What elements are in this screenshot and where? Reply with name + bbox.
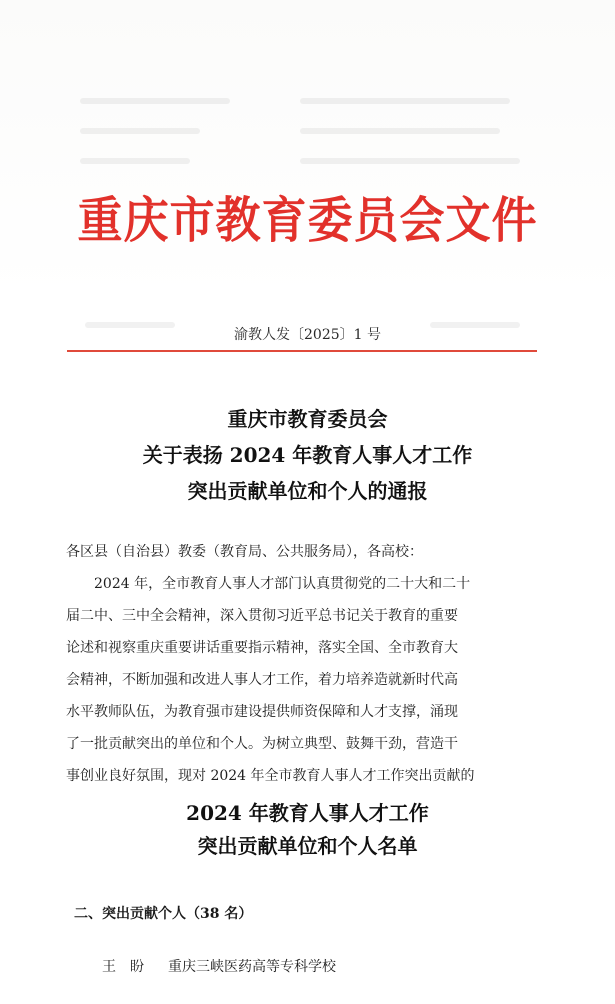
paragraph-line: 论述和视察重庆重要讲话重要指示精神，落实全国、全市教育大	[66, 640, 458, 656]
bleed-through-mark	[300, 128, 500, 134]
paragraph-line: 事创业良好氛围，现对 2024 年全市教育人事人才工作突出贡献的	[66, 768, 475, 784]
section-heading: 二、突出贡献个人（38 名）	[74, 906, 253, 922]
bleed-through-mark	[80, 158, 190, 164]
document-number: 渝教人发〔2025〕1 号	[234, 327, 381, 343]
bleed-through-mark	[80, 98, 230, 104]
document-title-line-2: 关于表扬 2024 年教育人事人才工作	[142, 443, 473, 467]
bleed-through-mark	[300, 158, 520, 164]
list-title-line-1: 2024 年教育人事人才工作	[186, 801, 429, 825]
document-title-line-1: 重庆市教育委员会	[227, 407, 388, 431]
list-item-organization: 重庆三峡医药高等专科学校	[168, 959, 336, 975]
bleed-through-mark	[300, 98, 510, 104]
document-title-line-3: 突出贡献单位和个人的通报	[187, 479, 428, 503]
paragraph-line: 了一批贡献突出的单位和个人。为树立典型、鼓舞干劲，营造干	[66, 736, 458, 752]
list-item-name: 王 盼	[102, 959, 144, 975]
paragraph-line: 届二中、三中全会精神，深入贯彻习近平总书记关于教育的重要	[66, 608, 458, 624]
document-masthead: 重庆市教育委员会文件	[77, 191, 538, 250]
paragraph-line: 水平教师队伍，为教育强市建设提供师资保障和人才支撑，涌现	[66, 704, 458, 720]
paragraph-line: 会精神，不断加强和改进人事人才工作，着力培养造就新时代高	[66, 672, 458, 688]
salutation: 各区县（自治县）教委（教育局、公共服务局），各高校：	[66, 544, 423, 560]
red-divider-line	[67, 350, 537, 352]
list-title-line-2: 突出贡献单位和个人名单	[197, 834, 418, 858]
bleed-through-mark	[80, 128, 200, 134]
paragraph-line: 2024 年，全市教育人事人才部门认真贯彻党的二十大和二十	[94, 576, 471, 592]
